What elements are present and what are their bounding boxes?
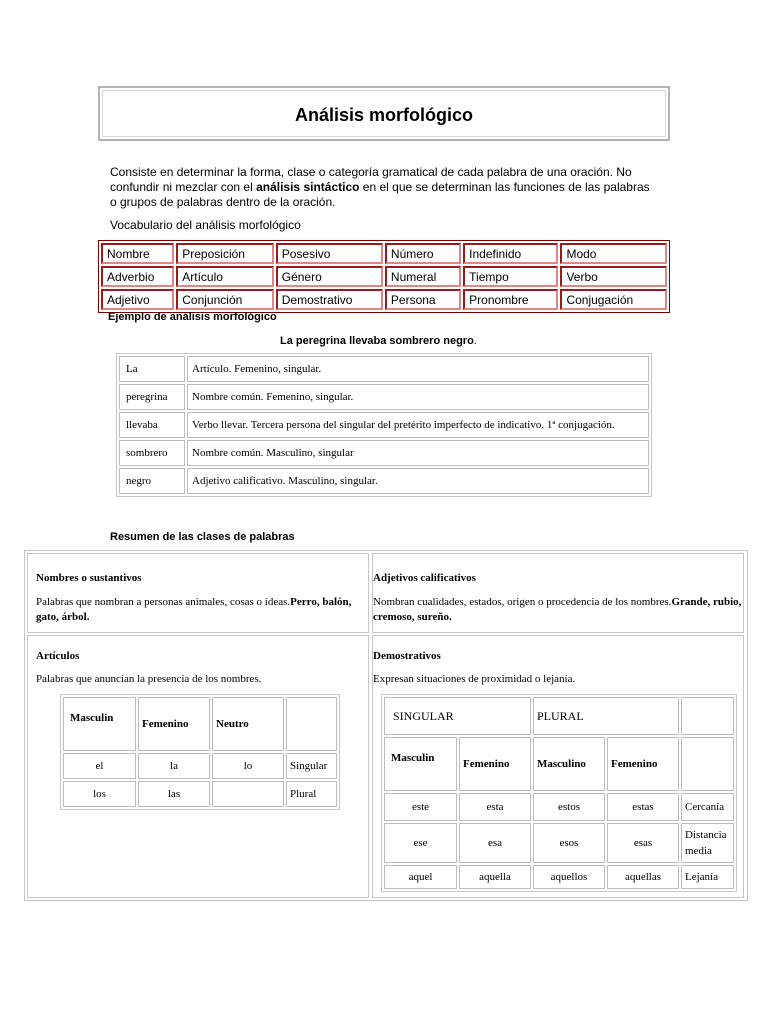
articulos-header bbox=[286, 697, 337, 751]
demostrativos-cell: aquella bbox=[459, 865, 531, 889]
demostrativos-cell: esa bbox=[459, 823, 531, 863]
demostrativos-header: Femenino bbox=[459, 737, 531, 791]
intro-paragraph bbox=[110, 165, 655, 210]
nombres-title: Nombres o sustantivos bbox=[36, 572, 142, 584]
demostrativos-title: Demostrativos bbox=[373, 650, 441, 662]
vocab-cell: Numeral bbox=[385, 266, 461, 287]
vocab-cell: Conjunción bbox=[176, 289, 274, 310]
example-description: Nombre común. Masculino, singular bbox=[187, 440, 649, 466]
vocab-cell: Pronombre bbox=[463, 289, 558, 310]
vocab-cell: Adverbio bbox=[101, 266, 174, 287]
example-row bbox=[119, 384, 649, 410]
demostrativos-cell: esos bbox=[533, 823, 605, 863]
articulos-text: Palabras que anuncian la presencia de los nombres. bbox=[36, 673, 262, 685]
vocab-row bbox=[101, 289, 667, 310]
summary-heading: Resumen de las clases de palabras bbox=[110, 531, 295, 543]
articulos-cell: la bbox=[138, 753, 210, 779]
demostrativos-cell: ese bbox=[384, 823, 457, 863]
intro-text-2: en el que se determinan las funciones de las palabras o grupos de palabras dentro de la oración. bbox=[110, 180, 650, 209]
demostrativos-cell: esas bbox=[607, 823, 679, 863]
example-row bbox=[119, 468, 649, 494]
vocab-cell: Modo bbox=[560, 243, 667, 264]
adjetivos-examples: Grande, rubio, cremoso, sureño. bbox=[373, 596, 742, 623]
demostrativos-group: PLURAL bbox=[533, 697, 679, 735]
articulos-cell: los bbox=[63, 781, 136, 807]
example-row bbox=[119, 412, 649, 438]
example-sentence: La peregrina llevaba sombrero negro bbox=[280, 335, 474, 347]
vocab-row bbox=[101, 266, 667, 287]
example-row bbox=[119, 356, 649, 382]
vocab-cell: Adjetivo bbox=[101, 289, 174, 310]
demostrativos-cell: estas bbox=[607, 793, 679, 821]
articulos-cell: las bbox=[138, 781, 210, 807]
articulos-cell: Plural bbox=[286, 781, 337, 807]
example-heading: Ejemplo de análisis morfológico bbox=[108, 311, 277, 323]
summary-grid bbox=[24, 550, 748, 901]
example-word: La bbox=[119, 356, 185, 382]
vocab-cell: Artículo bbox=[176, 266, 274, 287]
vocab-row bbox=[101, 243, 667, 264]
articulos-table bbox=[60, 694, 340, 810]
example-description: Nombre común. Femenino, singular. bbox=[187, 384, 649, 410]
demostrativos-table bbox=[381, 694, 737, 892]
demostrativos-cell: aquellos bbox=[533, 865, 605, 889]
demostrativos-empty bbox=[681, 697, 734, 735]
example-sentence-line bbox=[280, 334, 477, 349]
panel-nombres bbox=[27, 553, 369, 633]
articulos-cell: Singular bbox=[286, 753, 337, 779]
articulos-title: Artículos bbox=[36, 650, 80, 662]
demostrativos-group: SINGULAR bbox=[384, 697, 531, 735]
demostrativos-text: Expresan situaciones de proximidad o lejanía. bbox=[373, 673, 576, 685]
demostrativos-cell: Lejanía bbox=[681, 865, 734, 889]
demostrativos-header bbox=[681, 737, 734, 791]
example-description: Adjetivo calificativo. Masculino, singular. bbox=[187, 468, 649, 494]
vocab-cell: Conjugación bbox=[560, 289, 667, 310]
example-period: . bbox=[473, 335, 477, 347]
vocab-heading: Vocabulario del análisis morfológico bbox=[110, 218, 301, 232]
page-title: Análisis morfológico bbox=[294, 105, 474, 125]
vocab-cell: Preposición bbox=[176, 243, 274, 264]
demostrativos-cell: Distancia media bbox=[681, 823, 734, 863]
nombres-text-block bbox=[36, 595, 366, 625]
demostrativos-cell: aquellas bbox=[607, 865, 679, 889]
panel-adjetivos bbox=[372, 553, 744, 633]
articulos-cell: lo bbox=[212, 753, 284, 779]
example-description: Verbo llevar. Tercera persona del singular del pretérito imperfecto de indicativo. 1ª conjugación. bbox=[187, 412, 649, 438]
vocab-cell: Nombre bbox=[101, 243, 174, 264]
adjetivos-title: Adjetivos calificativos bbox=[373, 572, 476, 584]
nombres-examples: Perro, balón, gato, árbol. bbox=[36, 596, 352, 623]
panel-articulos bbox=[27, 635, 369, 898]
example-word: sombrero bbox=[119, 440, 185, 466]
vocab-cell: Demostrativo bbox=[276, 289, 383, 310]
demostrativos-header: Masculin bbox=[384, 737, 457, 791]
title-box bbox=[98, 86, 670, 141]
panel-demostrativos bbox=[372, 635, 744, 898]
intro-bold: análisis sintáctico bbox=[256, 180, 360, 194]
example-description: Artículo. Femenino, singular. bbox=[187, 356, 649, 382]
articulos-header: Femenino bbox=[138, 697, 210, 751]
vocab-cell: Tiempo bbox=[463, 266, 558, 287]
example-word: negro bbox=[119, 468, 185, 494]
vocab-cell: Género bbox=[276, 266, 383, 287]
demostrativos-cell: esta bbox=[459, 793, 531, 821]
example-table bbox=[116, 353, 652, 497]
vocab-table bbox=[98, 240, 670, 313]
articulos-cell bbox=[212, 781, 284, 807]
adjetivos-text: Nombran cualidades, estados, origen o procedencia de los nombres. bbox=[373, 596, 672, 608]
vocab-cell: Indefinido bbox=[463, 243, 558, 264]
example-row bbox=[119, 440, 649, 466]
vocab-cell: Número bbox=[385, 243, 461, 264]
example-word: peregrina bbox=[119, 384, 185, 410]
vocab-cell: Verbo bbox=[560, 266, 667, 287]
demostrativos-cell: aquel bbox=[384, 865, 457, 889]
demostrativos-header: Masculino bbox=[533, 737, 605, 791]
articulos-header: Neutro bbox=[212, 697, 284, 751]
vocab-cell: Posesivo bbox=[276, 243, 383, 264]
nombres-text: Palabras que nombran a personas animales, cosas o ideas. bbox=[36, 596, 291, 608]
demostrativos-cell: estos bbox=[533, 793, 605, 821]
demostrativos-cell: Cercanía bbox=[681, 793, 734, 821]
adjetivos-text-block bbox=[373, 595, 743, 625]
articulos-cell: el bbox=[63, 753, 136, 779]
example-word: llevaba bbox=[119, 412, 185, 438]
intro-text-1: Consiste en determinar la forma, clase o categoría gramatical de cada palabra de una oración. No confundir ni mezclar con el bbox=[110, 165, 632, 194]
demostrativos-header: Femenino bbox=[607, 737, 679, 791]
vocab-cell: Persona bbox=[385, 289, 461, 310]
demostrativos-cell: este bbox=[384, 793, 457, 821]
articulos-header: Masculin bbox=[63, 697, 136, 751]
